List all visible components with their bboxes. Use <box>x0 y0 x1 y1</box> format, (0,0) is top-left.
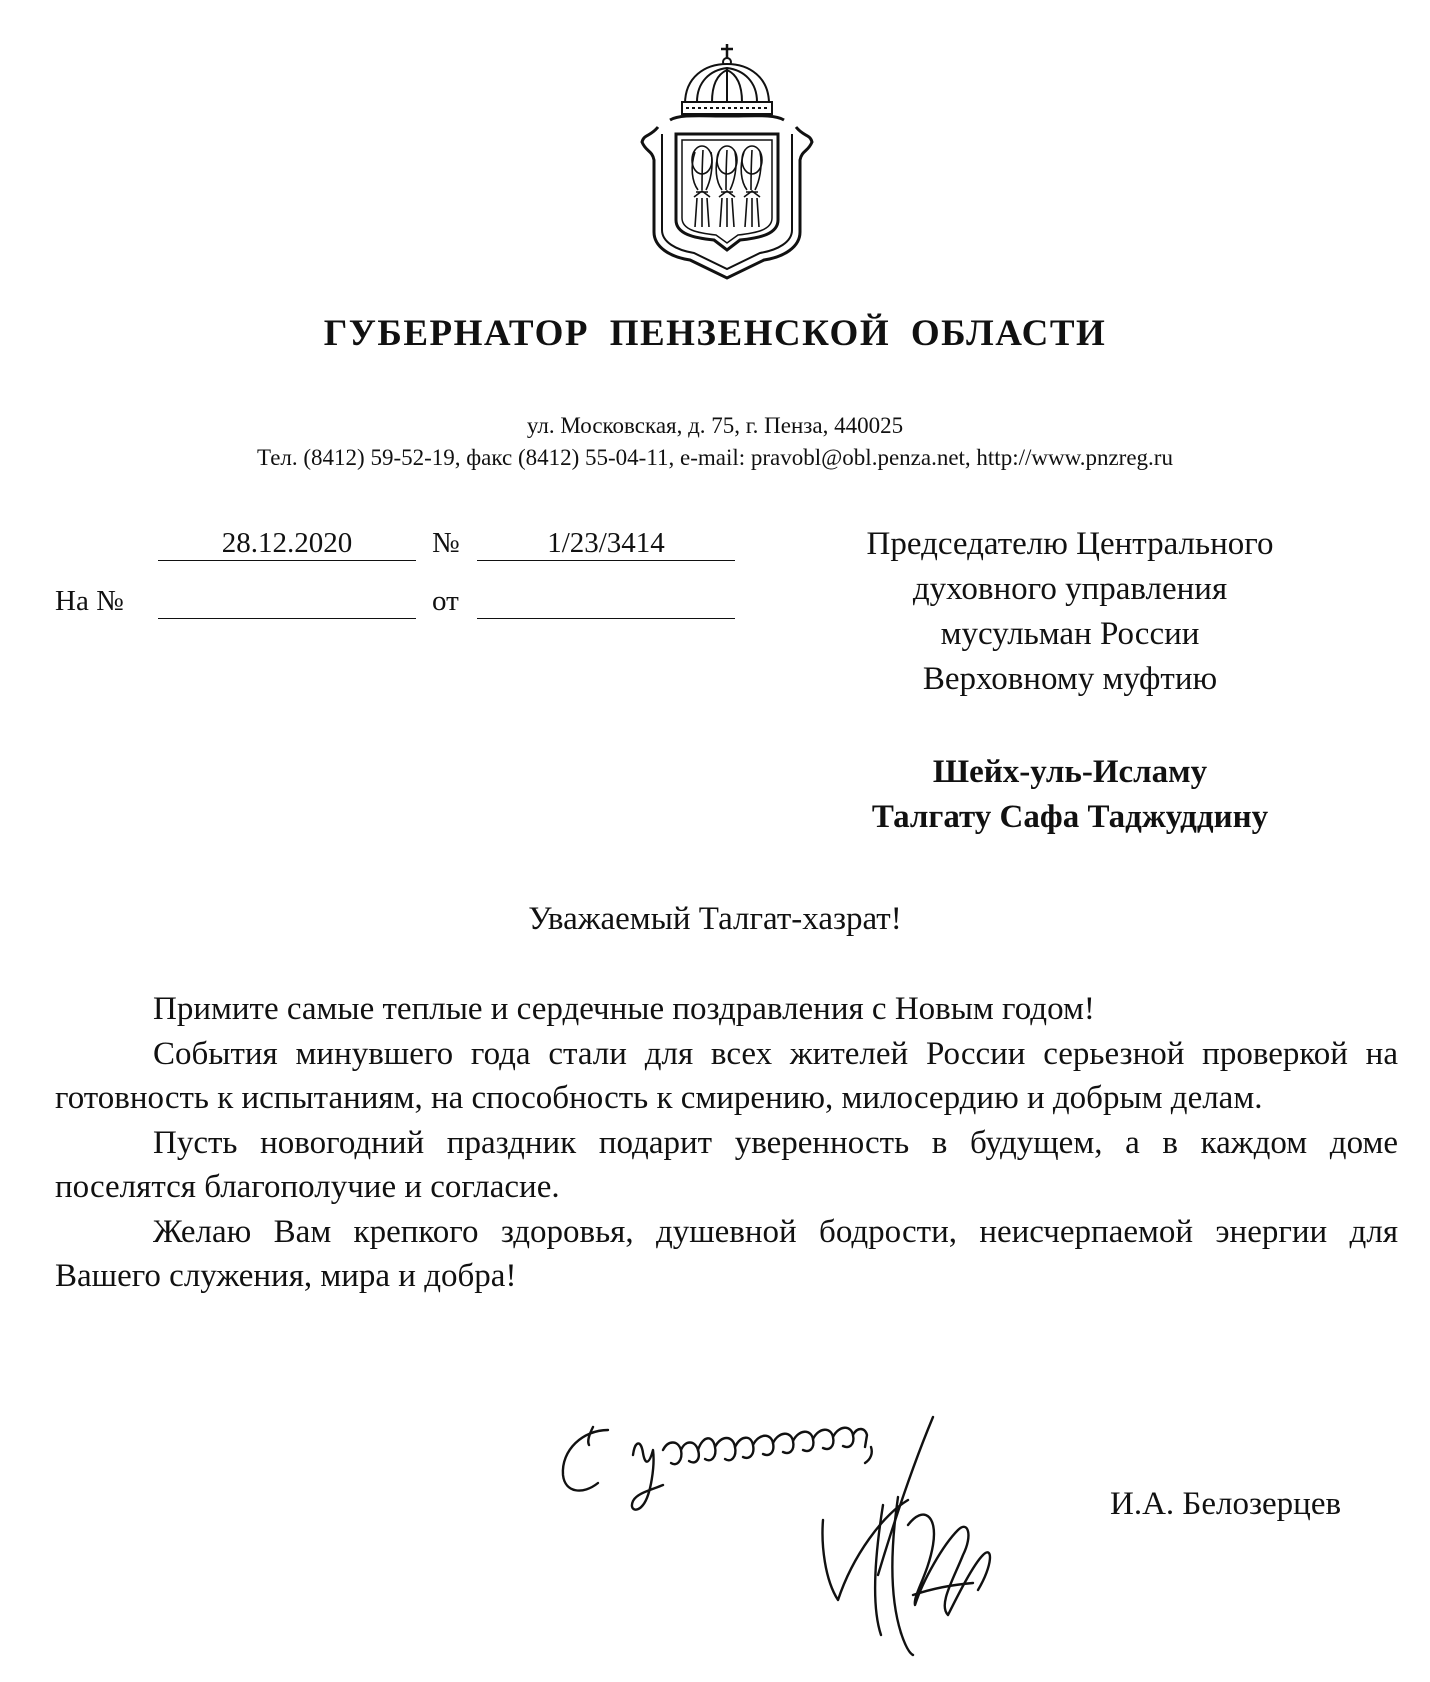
letter-body <box>55 987 1398 1299</box>
addressee-line: Верховному муфтию <box>922 661 1218 697</box>
outgoing-date-field: 28.12.2020 <box>158 526 416 561</box>
recipient-name-line: Шейх-уль-Исламу <box>932 754 1208 790</box>
signer-name: И.А. Белозерцев <box>1110 1486 1342 1522</box>
reference-date-field <box>477 584 735 619</box>
letter-paragraph: Пусть новогодний праздник подарит уверенность в будущем, а в каждом доме поселятся благополучие и согласие. <box>55 1124 1398 1205</box>
coat-of-arms-emblem <box>640 42 815 282</box>
handwritten-signature <box>553 1405 1053 1660</box>
letter-paragraph: События минувшего года стали для всех жителей России серьезной проверкой на готовность к испытаниям, на способность к смирению, милосердию и добрым делам. <box>55 1035 1398 1116</box>
addressee-line: Председателю Центрального <box>866 526 1274 562</box>
addressee-block <box>800 522 1340 702</box>
sender-address: ул. Московская, д. 75, г. Пенза, 440025 <box>526 413 904 438</box>
outgoing-number-field: 1/23/3414 <box>477 526 735 561</box>
document-title: ГУБЕРНАТОР ПЕНЗЕНСКОЙ ОБЛАСТИ <box>323 313 1107 354</box>
addressee-line: мусульман России <box>940 616 1200 652</box>
recipient-name <box>800 750 1340 840</box>
letter-paragraph: Примите самые теплые и сердечные поздравления с Новым годом! <box>153 991 1095 1027</box>
letter-greeting: Уважаемый Талгат-хазрат! <box>528 901 902 937</box>
reference-date-label: от <box>432 585 459 617</box>
reference-number-field <box>158 584 416 619</box>
addressee-line: духовного управления <box>912 571 1228 607</box>
number-label: № <box>432 527 460 559</box>
recipient-name-line: Талгату Сафа Таджуддину <box>871 799 1269 835</box>
letter-paragraph: Желаю Вам крепкого здоровья, душевной бодрости, неисчерпаемой энергии для Вашего служения, мира и добра! <box>55 1213 1398 1294</box>
sender-contacts: Тел. (8412) 59-52-19, факс (8412) 55-04-11, e-mail: pravobl@obl.penza.net, http://www.pnzreg.ru <box>257 445 1173 470</box>
reference-number-label: На № <box>55 585 124 617</box>
